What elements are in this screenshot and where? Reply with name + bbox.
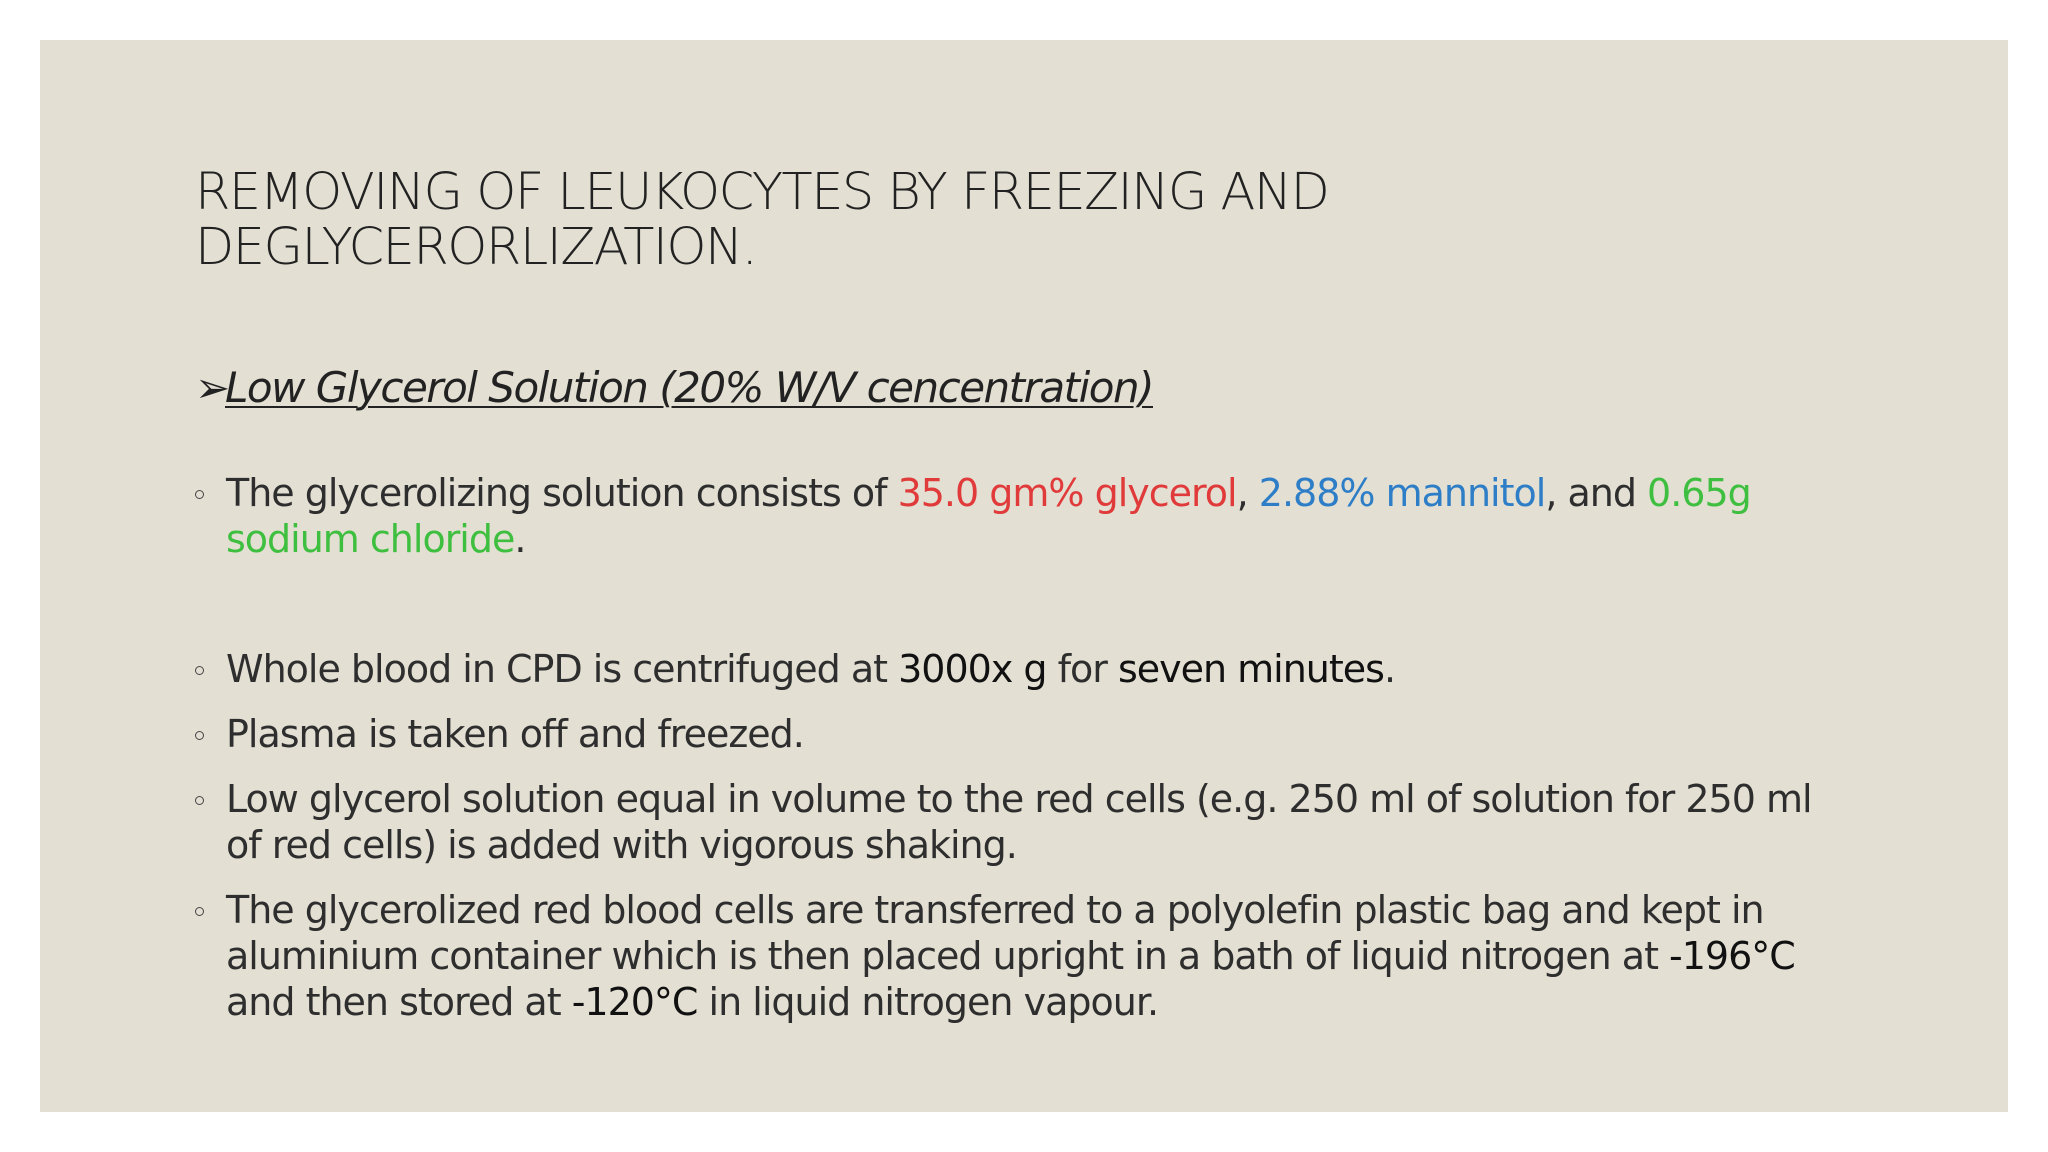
bullet-text: The glycerolized red blood cells are transferred to a polyolefin plastic bag and kept in aluminium container which is then placed upright in a bath of liquid nitrogen at (226, 888, 1764, 978)
bullet-item-storage (195, 887, 1855, 1025)
bullet-text: . (1383, 647, 1396, 691)
bullet-text: Low glycerol solution equal in volume to the red cells (e.g. 250 ml of solution for 250 ml of red cells) is added with vigorous shaking. (226, 777, 1812, 867)
slide (40, 40, 2008, 1112)
circle-bullet-icon (195, 666, 204, 675)
subheading-text: Low Glycerol Solution (20% W/V cencentration) (225, 363, 1153, 412)
bullet-text: The glycerolizing solution consists of (226, 471, 898, 515)
freeze-temperature: -196°C (1669, 934, 1795, 978)
mannitol-highlight: 2.88% mannitol (1258, 471, 1546, 515)
circle-bullet-icon (195, 796, 204, 805)
storage-temperature: -120°C (571, 980, 698, 1024)
circle-bullet-icon (195, 907, 204, 916)
bullet-text: . (514, 517, 526, 561)
bullet-text: , (1236, 471, 1259, 515)
arrow-bullet-icon: ➢ (195, 363, 229, 412)
bullet-text: for (1046, 647, 1118, 691)
slide-title (195, 165, 1695, 275)
section-subheading (195, 362, 1153, 414)
bullet-item-solution-composition (195, 470, 1855, 562)
bullet-text: Plasma is taken off and freezed. (226, 712, 804, 756)
circle-bullet-icon (195, 490, 204, 499)
bullet-list (195, 470, 1855, 1044)
bullet-item-plasma (195, 711, 1855, 757)
bullet-text: and then stored at (226, 980, 572, 1024)
sodium-chloride-highlight: 0.65g sodium chloride (226, 471, 1751, 561)
bullet-text: in liquid nitrogen vapour. (697, 980, 1159, 1024)
bullet-item-centrifuge (195, 646, 1855, 692)
bullet-item-low-glycerol (195, 776, 1855, 868)
title-line-1: REMOVING OF LEUKOCYTES BY FREEZING AND (195, 163, 1329, 222)
centrifuge-force: 3000x g (898, 647, 1047, 691)
circle-bullet-icon (195, 731, 204, 740)
centrifuge-time: seven minutes (1117, 647, 1384, 691)
bullet-text: Whole blood in CPD is centrifuged at (226, 647, 899, 691)
bullet-text: , and (1545, 471, 1648, 515)
title-line-2: DEGLYCERORLIZATION. (195, 218, 757, 277)
glycerol-highlight: 35.0 gm% glycerol (897, 471, 1237, 515)
